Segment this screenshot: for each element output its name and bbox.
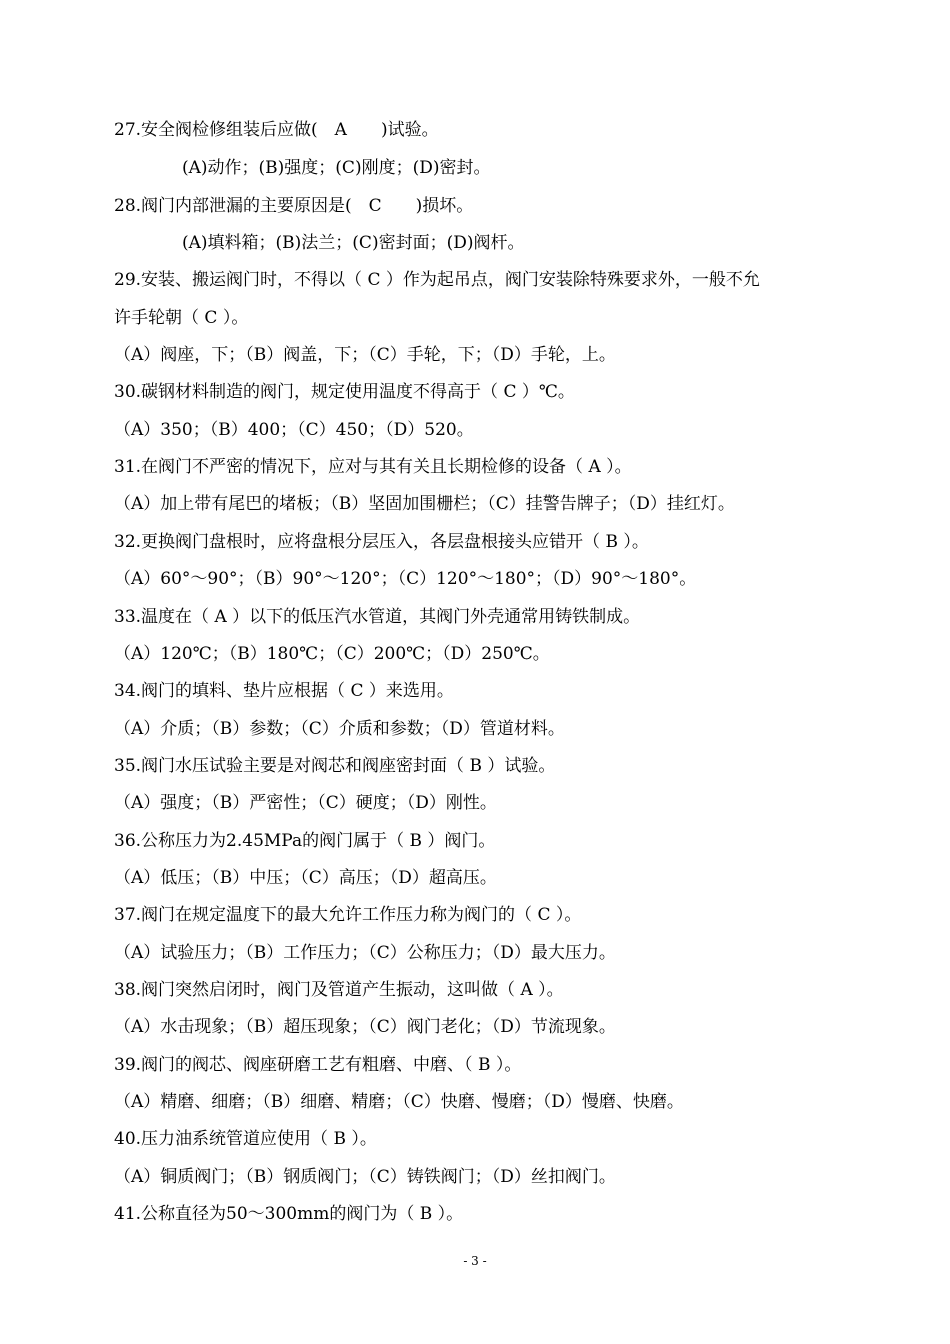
- options-29: （A）阀座，下；（B）阀盖，下；（C）手轮，下；（D）手轮，上。: [114, 345, 616, 365]
- question-35: 35.阀门水压试验主要是对阀芯和阀座密封面（ B ）试验。: [114, 756, 556, 776]
- question-41: 41.公称直径为50～300mm的阀门为（ B ）。: [114, 1204, 464, 1224]
- question-30: 30.碳钢材料制造的阀门，规定使用温度不得高于（ C ）℃。: [114, 382, 575, 402]
- options-31: （A）加上带有尾巴的堵板；（B）坚固加围栅栏；（C）挂警告牌子；（D）挂红灯。: [114, 494, 735, 514]
- question-36: 36.公称压力为2.45MPa的阀门属于（ B ）阀门。: [114, 831, 496, 851]
- options-32: （A）60°～90°；（B）90°～120°；（C）120°～180°；（D）90°～180°。: [114, 569, 697, 589]
- options-36: （A）低压；（B）中压；（C）高压；（D）超高压。: [114, 868, 497, 888]
- question-29-line-2: 许手轮朝（ C ）。: [114, 308, 249, 328]
- question-28: 28.阀门内部泄漏的主要原因是( C )损坏。: [114, 196, 474, 216]
- options-40: （A）铜质阀门；（B）钢质阀门；（C）铸铁阀门；（D）丝扣阀门。: [114, 1167, 616, 1187]
- options-39: （A）精磨、细磨；（B）细磨、精磨；（C）快磨、慢磨；（D）慢磨、快磨。: [114, 1092, 684, 1112]
- question-34: 34.阀门的填料、垫片应根据（ C ）来选用。: [114, 681, 454, 701]
- question-27: 27.安全阀检修组装后应做( A )试验。: [114, 120, 439, 140]
- question-32: 32.更换阀门盘根时，应将盘根分层压入，各层盘根接头应错开（ B ）。: [114, 532, 649, 552]
- question-38: 38.阀门突然启闭时，阀门及管道产生振动，这叫做（ A ）。: [114, 980, 564, 1000]
- options-27: (A)动作；(B)强度；(C)刚度；(D)密封。: [182, 158, 491, 178]
- options-35: （A）强度；（B）严密性；（C）硬度；（D）刚性。: [114, 793, 497, 813]
- page-number: - 3 -: [463, 1254, 487, 1268]
- question-29-line-1: 29.安装、搬运阀门时，不得以（ C ）作为起吊点，阀门安装除特殊要求外，一般不允: [114, 270, 760, 290]
- options-33: （A）120℃；（B）180℃；（C）200℃；（D）250℃。: [114, 644, 550, 664]
- question-39: 39.阀门的阀芯、阀座研磨工艺有粗磨、中磨、（ B ）。: [114, 1055, 522, 1075]
- options-38: （A）水击现象；（B）超压现象；（C）阀门老化；（D）节流现象。: [114, 1017, 616, 1037]
- question-40: 40.压力油系统管道应使用（ B ）。: [114, 1129, 377, 1149]
- options-30: （A）350；（B）400；（C）450；（D）520。: [114, 420, 474, 440]
- question-31: 31.在阀门不严密的情况下，应对与其有关且长期检修的设备（ A ）。: [114, 457, 632, 477]
- question-37: 37.阀门在规定温度下的最大允许工作压力称为阀门的（ C ）。: [114, 905, 582, 925]
- question-33: 33.温度在（ A ）以下的低压汽水管道，其阀门外壳通常用铸铁制成。: [114, 607, 641, 627]
- options-34: （A）介质；（B）参数；（C）介质和参数；（D）管道材料。: [114, 719, 565, 739]
- options-28: (A)填料箱；(B)法兰；(C)密封面；(D)阀杆。: [182, 233, 525, 253]
- options-37: （A）试验压力；（B）工作压力；（C）公称压力；（D）最大压力。: [114, 943, 616, 963]
